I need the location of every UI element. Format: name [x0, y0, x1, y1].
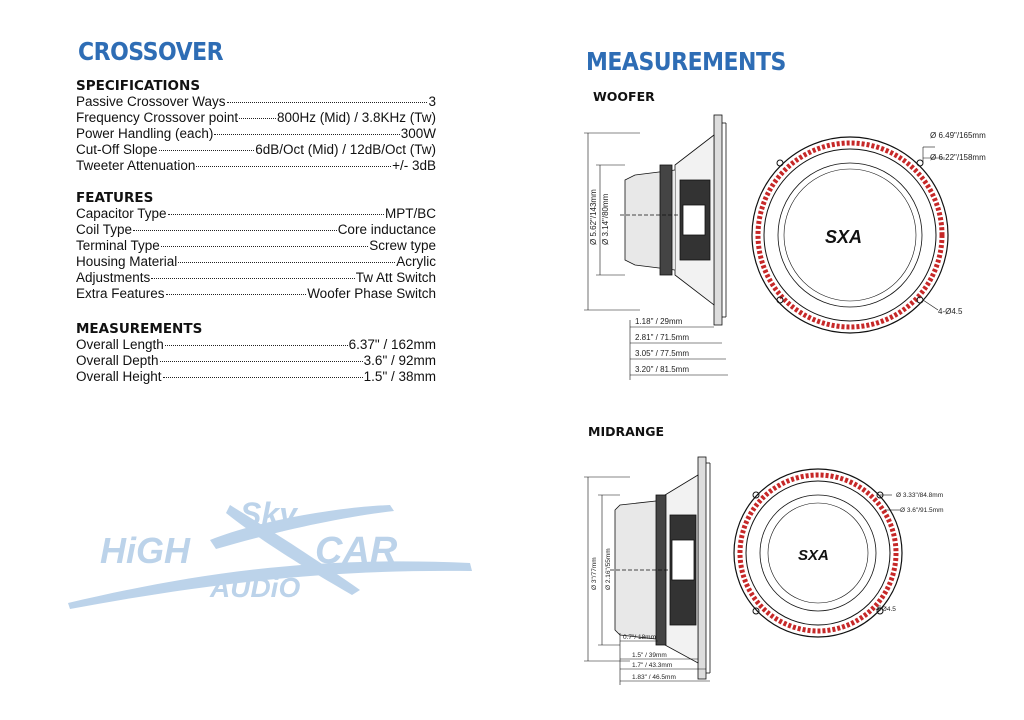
- feature-value: Tw Att Switch: [355, 270, 436, 285]
- midrange-cone-logo: SXA: [798, 547, 829, 564]
- feature-row: [76, 222, 436, 238]
- spec-label: Passive Crossover Ways: [76, 94, 226, 109]
- spec-row: [76, 110, 436, 126]
- midrange-height-inner: Ø 2.16"/55mm: [605, 548, 612, 590]
- feature-label: Adjustments: [76, 270, 151, 285]
- feature-value: Core inductance: [337, 222, 436, 237]
- feature-label: Capacitor Type: [76, 206, 167, 221]
- measurement-row: [76, 353, 436, 369]
- woofer-depth-4: 3.20" / 81.5mm: [635, 365, 689, 374]
- feature-value: Acrylic: [396, 254, 436, 269]
- midrange-holes: 4-Ø4.5: [876, 606, 896, 613]
- midrange-depth-2: 1.5" / 39mm: [632, 652, 667, 659]
- measurement-value: 6.37" / 162mm: [348, 337, 436, 352]
- feature-label: Terminal Type: [76, 238, 160, 253]
- midrange-depth-3: 1.7" / 43.3mm: [632, 662, 673, 669]
- spec-row: [76, 158, 436, 174]
- features-section: [76, 190, 436, 302]
- midrange-inner-diameter: Ø 3.6"/91.5mm: [900, 507, 944, 514]
- feature-row: [76, 206, 436, 222]
- measurement-value: 1.5" / 38mm: [363, 369, 436, 384]
- woofer-side-view: [620, 115, 726, 325]
- measurement-row: [76, 337, 436, 353]
- spec-row: [76, 126, 436, 142]
- logo-text-car: CAR: [315, 530, 398, 572]
- feature-label: Housing Material: [76, 254, 178, 269]
- measurements-list-heading: MEASUREMENTS: [76, 321, 203, 337]
- feature-row: [76, 286, 436, 302]
- midrange-side-view: [610, 457, 710, 679]
- spec-value: 800Hz (Mid) / 3.8KHz (Tw): [276, 110, 436, 125]
- midrange-drawing: [580, 455, 980, 690]
- logo-text-sky: Sky: [240, 496, 297, 532]
- specifications-section: [76, 78, 436, 174]
- measurement-label: Overall Height: [76, 369, 162, 384]
- midrange-height-outer: Ø 3"/77mm: [591, 557, 598, 590]
- feature-label: Extra Features: [76, 286, 165, 301]
- midrange-outer-diameter: Ø 3.33"/84.8mm: [896, 492, 944, 499]
- high-sky-car-audio-logo: [60, 485, 480, 615]
- spec-label: Cut-Off Slope: [76, 142, 158, 157]
- measurements-title: MEASUREMENTS: [586, 48, 786, 77]
- woofer-outer-diameter: Ø 6.49"/165mm: [930, 131, 986, 140]
- spec-label: Power Handling (each): [76, 126, 214, 141]
- spec-row: [76, 142, 436, 158]
- woofer-inner-diameter: Ø 6.22"/158mm: [930, 153, 986, 162]
- specifications-heading: SPECIFICATIONS: [76, 78, 201, 94]
- feature-value: Screw type: [369, 238, 436, 253]
- woofer-height-outer: Ø 5.62"/143mm: [589, 189, 598, 245]
- midrange-depth-4: 1.83" / 46.5mm: [632, 674, 676, 681]
- feature-label: Coil Type: [76, 222, 133, 237]
- spec-label: Frequency Crossover point: [76, 110, 239, 125]
- spec-value: 6dB/Oct (Mid) / 12dB/Oct (Tw): [255, 142, 436, 157]
- woofer-depth-2: 2.81" / 71.5mm: [635, 333, 689, 342]
- spec-label: Tweeter Attenuation: [76, 158, 196, 173]
- feature-value: Woofer Phase Switch: [307, 286, 436, 301]
- measurement-row: [76, 369, 436, 385]
- feature-row: [76, 254, 436, 270]
- features-heading: FEATURES: [76, 190, 154, 206]
- spec-value: 3: [428, 94, 436, 109]
- woofer-height-inner: Ø 3.14"/80mm: [601, 193, 610, 245]
- measurement-label: Overall Depth: [76, 353, 159, 368]
- measurement-label: Overall Length: [76, 337, 164, 352]
- woofer-cone-logo: SXA: [825, 227, 863, 247]
- woofer-depth-3: 3.05" / 77.5mm: [635, 349, 689, 358]
- woofer-drawing: [580, 105, 986, 385]
- spec-value: +/- 3dB: [392, 158, 436, 173]
- midrange-label: MIDRANGE: [588, 424, 665, 439]
- logo-text-audio: AUDiO: [210, 572, 301, 603]
- woofer-holes: 4-Ø4.5: [938, 307, 963, 316]
- crossover-title: CROSSOVER: [78, 38, 224, 67]
- woofer-depth-1: 1.18" / 29mm: [635, 317, 683, 326]
- logo-text-high: HiGH: [100, 530, 190, 571]
- woofer-label: WOOFER: [593, 89, 655, 104]
- spec-row: [76, 94, 436, 110]
- spec-value: 300W: [400, 126, 436, 141]
- feature-row: [76, 238, 436, 254]
- measurements-list-section: [76, 321, 436, 385]
- measurement-value: 3.6" / 92mm: [363, 353, 436, 368]
- midrange-depth-1: 0.7"/ 18mm: [623, 634, 657, 641]
- feature-row: [76, 270, 436, 286]
- feature-value: MPT/BC: [384, 206, 436, 221]
